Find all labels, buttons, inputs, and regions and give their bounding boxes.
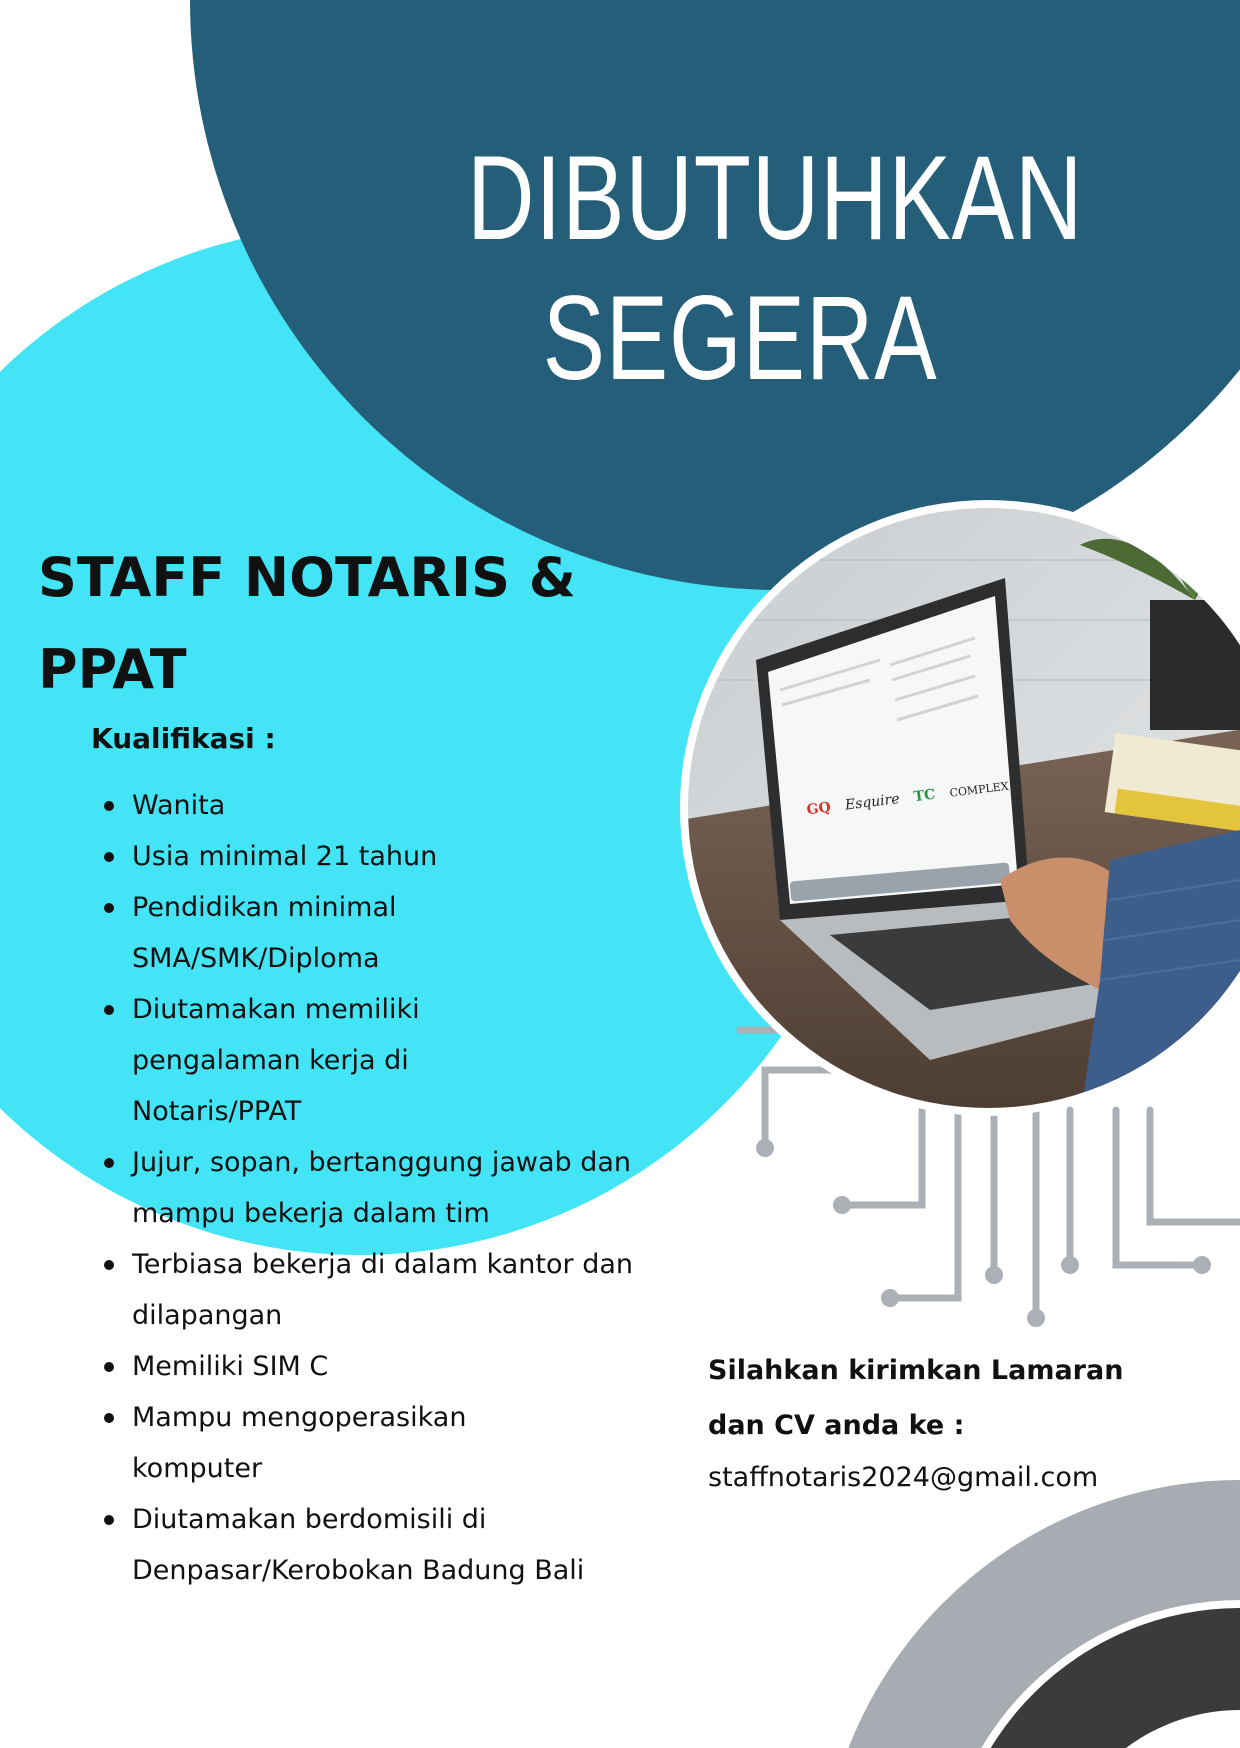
qualifications-list [96,780,676,1596]
list-item: Diutamakan memiliki pengalaman kerja di Notaris/PPAT [96,984,452,1137]
list-item: Mampu mengoperasikan komputer [96,1392,552,1494]
job-title-line-2: PPAT [38,638,187,701]
apply-line-2: dan CV anda ke : [708,1410,965,1441]
list-item: Wanita [96,780,676,831]
qualifications-heading: Kualifikasi : [91,722,276,755]
logo-complex: COMPLEX [948,779,1010,800]
apply-instructions [708,1343,1208,1453]
list-item: Jujur, sopan, bertanggung jawab dan mampu bekerja dalam tim [96,1137,652,1239]
list-item: Memiliki SIM C [96,1341,676,1392]
logo-tc: TC [912,786,937,806]
contact-email[interactable]: staffnotaris2024@gmail.com [708,1462,1099,1493]
list-item: Diutamakan berdomisili di Denpasar/Kerobokan Badung Bali [96,1494,672,1596]
headline-line-1: DIBUTUHKAN [467,131,1084,265]
circuit-nodes [756,1139,1211,1327]
job-title [38,532,658,716]
apply-line-1: Silahkan kirimkan Lamaran [708,1355,1124,1386]
headline-line-2: SEGERA [542,271,938,405]
logo-gq: GQ [805,799,832,819]
list-item: Terbiasa bekerja di dalam kantor dan dilapangan [96,1239,652,1341]
list-item: Usia minimal 21 tahun [96,831,676,882]
job-title-line-1: STAFF NOTARIS & [38,546,576,609]
logo-esquire: Esquire [844,791,901,814]
list-item: Pendidikan minimal SMA/SMK/Diploma [96,882,452,984]
